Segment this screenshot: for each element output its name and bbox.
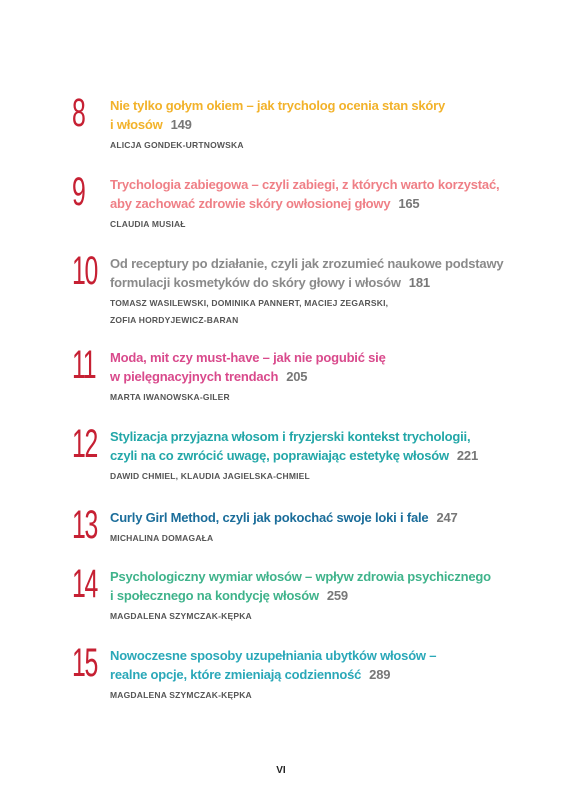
chapter-title-line: realne opcje, które zmieniają codzienność 289 (110, 667, 391, 682)
chapter-authors (110, 687, 512, 704)
author-line: MICHALINA DOMAGAŁA (110, 533, 214, 543)
chapter-title-line: w pielęgnacyjnych trendach 205 (110, 369, 308, 384)
chapter-authors (110, 216, 512, 233)
chapter-number: 13 (72, 503, 98, 547)
chapter-title-line: Stylizacja przyjazna włosom i fryzjerski kontekst trychologii, (110, 429, 471, 444)
page-number: 165 (398, 196, 420, 211)
author-line: DAWID CHMIEL, KLAUDIA JAGIELSKA-CHMIEL (110, 471, 310, 481)
chapter-number: 15 (72, 641, 98, 685)
author-line: TOMASZ WASILEWSKI, DOMINIKA PANNERT, MACIEJ ZEGARSKI, (110, 298, 389, 308)
chapter-title-line: Moda, mit czy must-have – jak nie pogubić się (110, 350, 386, 365)
chapter-number: 9 (72, 170, 85, 214)
chapter-number: 8 (72, 91, 85, 135)
chapter-authors (110, 389, 512, 406)
page-number: 221 (456, 448, 478, 463)
chapter-title-line: czyli na co zwrócić uwagę, poprawiając estetykę włosów 221 (110, 448, 478, 463)
chapter-title[interactable] (110, 175, 512, 213)
chapter-title[interactable] (110, 508, 512, 527)
author-line: ZOFIA HORDYJEWICZ-BARAN (110, 315, 239, 325)
chapter-title-line: i włosów 149 (110, 117, 192, 132)
author-line: MAGDALENA SZYMCZAK-KĘPKA (110, 611, 252, 621)
author-line: MAGDALENA SZYMCZAK-KĘPKA (110, 690, 252, 700)
chapter-number: 12 (72, 422, 98, 466)
chapter-title[interactable] (110, 646, 512, 684)
chapter-authors (110, 468, 512, 485)
author-line: CLAUDIA MUSIAŁ (110, 219, 186, 229)
page-number: 181 (408, 275, 430, 290)
page-number: 289 (369, 667, 391, 682)
chapter-authors (110, 295, 512, 329)
chapter-authors (110, 608, 512, 625)
chapter-title[interactable] (110, 567, 512, 605)
page-folio: VI (276, 765, 286, 776)
chapter-authors (110, 137, 512, 154)
chapter-authors (110, 530, 512, 547)
chapter-title-line: aby zachować zdrowie skóry owłosionej głowy 165 (110, 196, 420, 211)
chapter-title[interactable] (110, 348, 512, 386)
chapter-title-line: i społecznego na kondycję włosów 259 (110, 588, 348, 603)
chapter-number: 14 (72, 562, 98, 606)
chapter-title-line: Curly Girl Method, czyli jak pokochać swoje loki i fale 247 (110, 510, 458, 525)
chapter-title[interactable] (110, 254, 512, 292)
chapter-number: 10 (72, 249, 98, 293)
chapter-title-line: Nowoczesne sposoby uzupełniania ubytków włosów – (110, 648, 437, 663)
chapter-number: 11 (72, 343, 96, 387)
page-number: 149 (170, 117, 192, 132)
page-number: 205 (286, 369, 308, 384)
author-line: MARTA IWANOWSKA-GILER (110, 392, 230, 402)
chapter-title-line: Od receptury po działanie, czyli jak zrozumieć naukowe podstawy (110, 256, 504, 271)
chapter-title-line: Nie tylko gołym okiem – jak trycholog ocenia stan skóry (110, 98, 446, 113)
page-number: 259 (326, 588, 348, 603)
author-line: ALICJA GONDEK-URTNOWSKA (110, 140, 244, 150)
chapter-title[interactable] (110, 96, 512, 134)
chapter-title-line: Trychologia zabiegowa – czyli zabiegi, z których warto korzystać, (110, 177, 500, 192)
chapter-title-line: Psychologiczny wymiar włosów – wpływ zdrowia psychicznego (110, 569, 491, 584)
page-number: 247 (436, 510, 458, 525)
chapter-title-line: formulacji kosmetyków do skóry głowy i włosów 181 (110, 275, 430, 290)
chapter-title[interactable] (110, 427, 512, 465)
